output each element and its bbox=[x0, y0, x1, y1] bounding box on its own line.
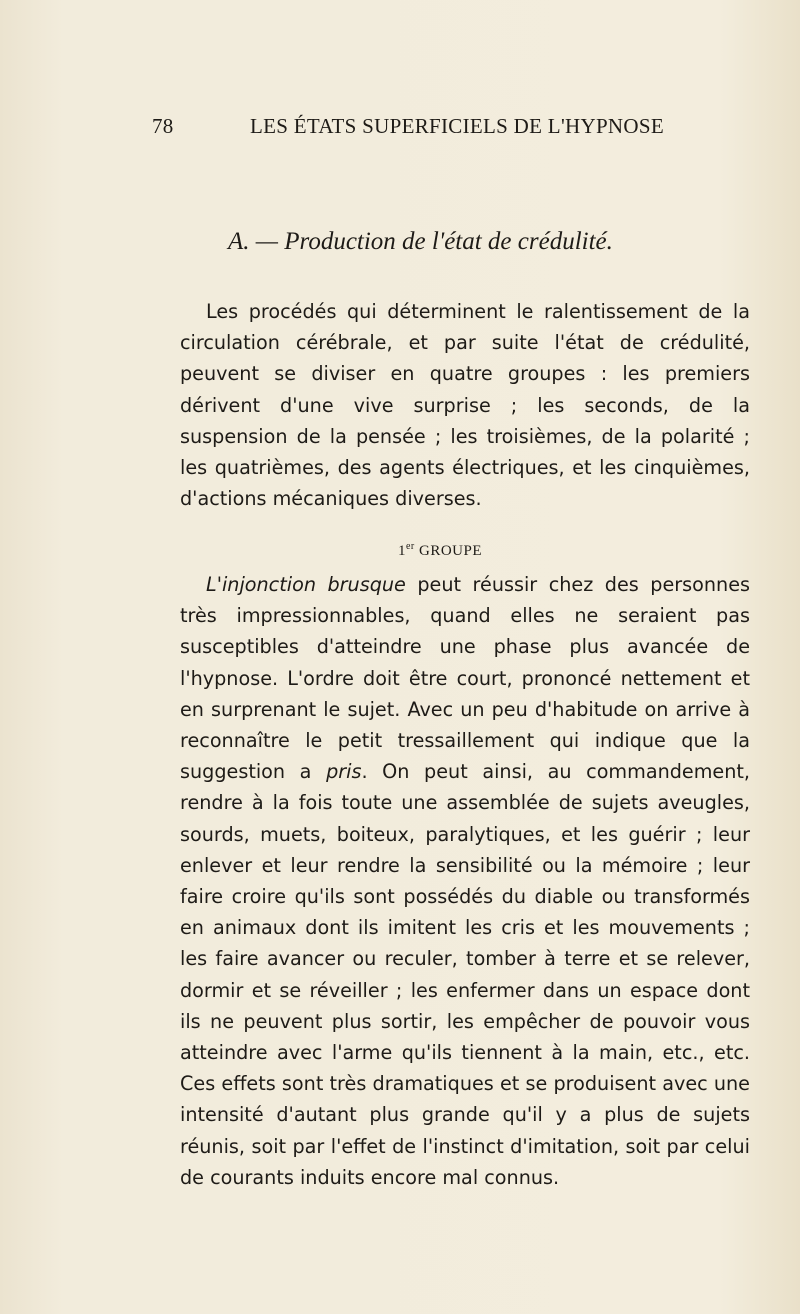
paragraph-intro: Les procédés qui déterminent le ralentissement de la circulation cérébrale, et par suite l'état de crédulité, peuvent se diviser en quatre groupes : les premiers dérivent d'une vive surprise ; les seconds, de la suspension de la pensée ; les troisièmes, de la polarité ; les quatrièmes, des agents électriques, et les cinquièmes, d'actions mécaniques diverses. bbox=[180, 300, 750, 511]
group-ordinal: er bbox=[405, 541, 415, 552]
group-label: GROUPE bbox=[419, 543, 483, 559]
paragraph-text-b: . On peut ainsi, au commandement, rendre à la fois toute une assemblée de sujets aveugles, sourds, muets, boiteux, paralytiques, et les guérir ; leur enlever et leur rendre la sensibilité ou la mémoire ; leur faire croire qu'ils sont possédés du diable ou transformés en animaux dont ils imitent les cris et les mouvements ; les faire avancer ou reculer, tomber à terre et se relever, dormir et se réveiller ; les enfermer dans un espace dont ils ne peuvent plus sortir, les empêcher de pouvoir vous atteindre avec l'arme qu'ils tiennent à la main, etc., etc. Ces effets sont très dramatiques et se produisent avec une intensité d'autant plus grande qu'il y a plus de sujets réunis, soit par l'effet de l'instinct d'imitation, soit par celui de courants induits encore mal connus. bbox=[180, 760, 750, 1189]
paragraph-text-a: peut réussir chez des personnes très impressionnables, quand elles ne seraient pas susceptibles d'atteindre une phase plus avancée de l'hypnose. L'ordre doit être court, prononcé nettement et en surprenant le sujet. Avec un peu d'habitude on arrive à reconnaître le petit tressaillement qui indique que la suggestion a bbox=[180, 573, 751, 784]
section-title: A. — Production de l'état de crédulité. bbox=[228, 228, 613, 255]
paragraph-group-1 bbox=[180, 569, 750, 1193]
page-number: 78 bbox=[152, 114, 174, 138]
group-heading bbox=[180, 541, 700, 560]
italic-word: pris bbox=[326, 760, 362, 784]
group-number: 1 bbox=[397, 543, 406, 559]
lead-italic-term: L'injonction brusque bbox=[206, 573, 406, 596]
running-title: LES ÉTATS SUPERFICIELS DE L'HYPNOSE bbox=[250, 114, 664, 138]
